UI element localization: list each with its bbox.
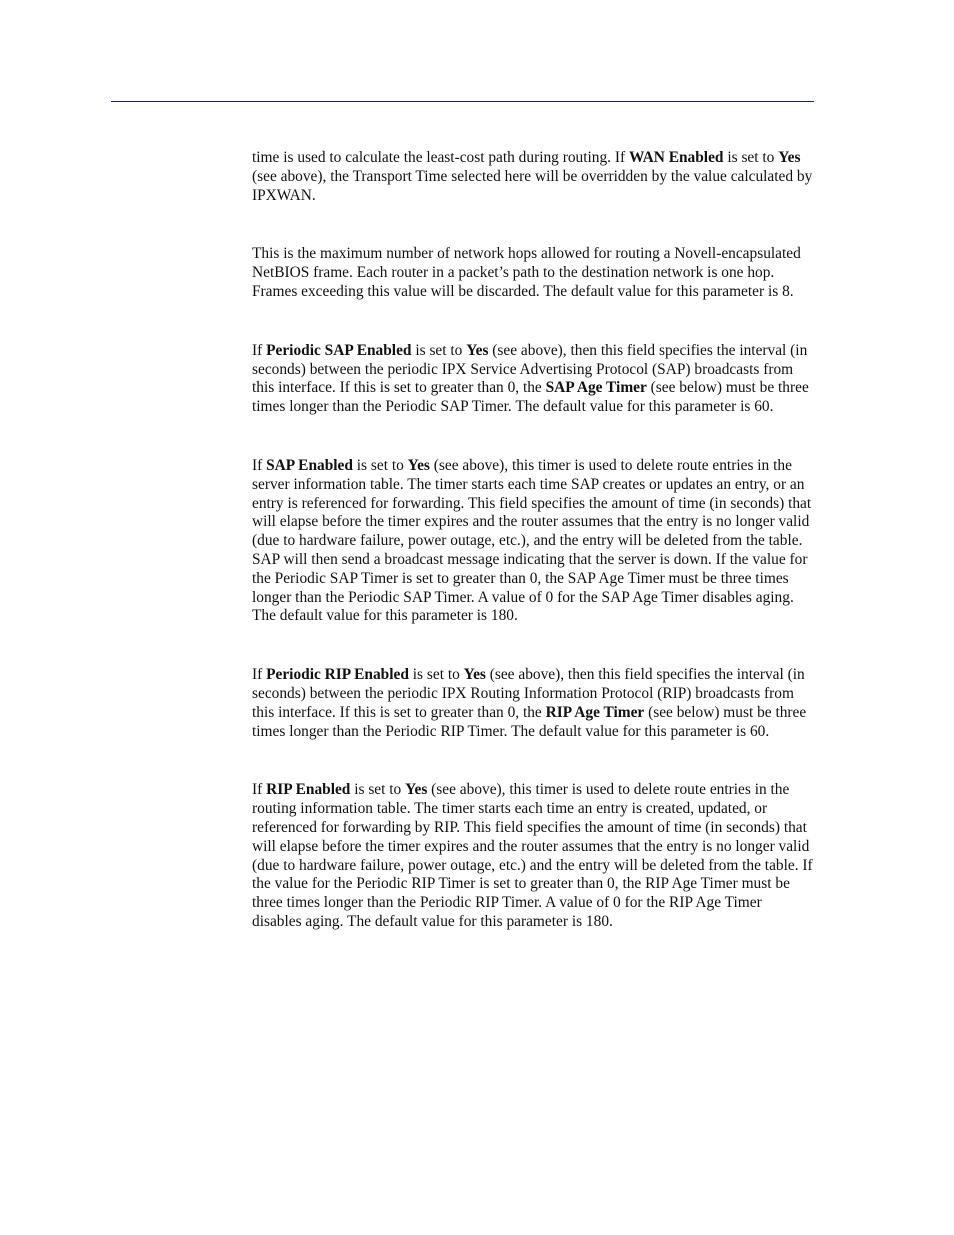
bold-term: Yes (405, 781, 428, 799)
text-run: is set to (350, 781, 406, 799)
text-run: If (252, 666, 267, 684)
bold-term: SAP Age Timer (545, 379, 647, 397)
bold-term: RIP Age Timer (545, 703, 645, 721)
text-run: (see below) must be three times longer than the Periodic RIP Timer. The default value for this parameter is 60. (252, 703, 807, 740)
text-run: (see above), then this field specifies the interval (in seconds) between the periodic IPX Routing Information Protocol (RIP) broadcasts from this interface. If this is set to greater than 0, the (252, 666, 805, 721)
text-run: (see above), then this field specifies the interval (in seconds) between the periodic IPX Service Advertising Protocol (SAP) broadcasts from this interface. If this is set to greater than 0, the (252, 341, 808, 397)
bold-term: Yes (466, 341, 489, 359)
document-body (252, 149, 814, 932)
bold-term: RIP Enabled (266, 781, 351, 799)
text-run: (see above), the Transport Time selected here will be overridden by the value calculated by IPXWAN. (252, 167, 813, 204)
bold-term: Periodic SAP Enabled (266, 341, 412, 359)
text-run: is set to (408, 666, 464, 684)
bold-term: Yes (463, 666, 486, 684)
text-run: This is the maximum number of network hops allowed for routing a Novell-encapsulated NetBIOS frame. Each router in a packet’s path to the destination network is one hop. Frames exceeding this value will be discarded. The default value for this parameter is 8. (252, 245, 801, 300)
paragraph-periodic-rip-timer (252, 666, 814, 741)
text-run: is set to (411, 341, 467, 359)
bold-term: SAP Enabled (266, 456, 353, 474)
text-run: is set to (723, 149, 779, 166)
text-run: If (252, 781, 267, 799)
text-run: is set to (352, 456, 408, 474)
bold-term: Yes (778, 149, 801, 166)
text-run: (see above), this timer is used to delete route entries in the server information table. The timer starts each time SAP creates or updates an entry, or an entry is referenced for forwarding. This field specifies the amount of time (in seconds) that will elapse before the timer expires and the router assumes that the entry is no longer valid (due to hardware failure, power outage, etc.), and the entry will be deleted from the table. SAP will then send a broadcast message indicating that the server is down. If the value for the Periodic SAP Timer is set to greater than 0, the SAP Age Timer must be three times longer than the Periodic SAP Timer. A value of 0 for the SAP Age Timer disables aging. The default value for this parameter is 180. (252, 456, 812, 625)
paragraph-transport-time (252, 149, 814, 205)
text-run: If (252, 341, 267, 359)
paragraph-sap-age-timer (252, 457, 814, 626)
text-run: (see above), this timer is used to delete route entries in the routing information table. The timer starts each time an entry is created, updated, or referenced for forwarding by RIP. This field specifies the amount of time (in seconds) that will elapse before the timer expires and the router assumes that the entry is no longer valid (due to hardware failure, power outage, etc.) and the entry will be deleted from the table. If the value for the Periodic RIP Timer is set to greater than 0, the RIP Age Timer must be three times longer than the Periodic RIP Timer. A value of 0 for the RIP Age Timer disables aging. The default value for this parameter is 180. (252, 781, 813, 930)
text-run: time is used to calculate the least-cost path during routing. If (252, 149, 629, 166)
paragraph-periodic-sap-timer (252, 342, 814, 417)
paragraph-max-hops (252, 245, 814, 301)
bold-term: WAN Enabled (628, 149, 724, 166)
text-run: (see below) must be three times longer than the Periodic SAP Timer. The default value for this parameter is 60. (252, 379, 809, 416)
bold-term: Periodic RIP Enabled (266, 666, 409, 684)
bold-term: Yes (407, 456, 430, 474)
text-run: If (252, 456, 267, 474)
header-rule (111, 101, 814, 102)
paragraph-rip-age-timer (252, 781, 814, 931)
